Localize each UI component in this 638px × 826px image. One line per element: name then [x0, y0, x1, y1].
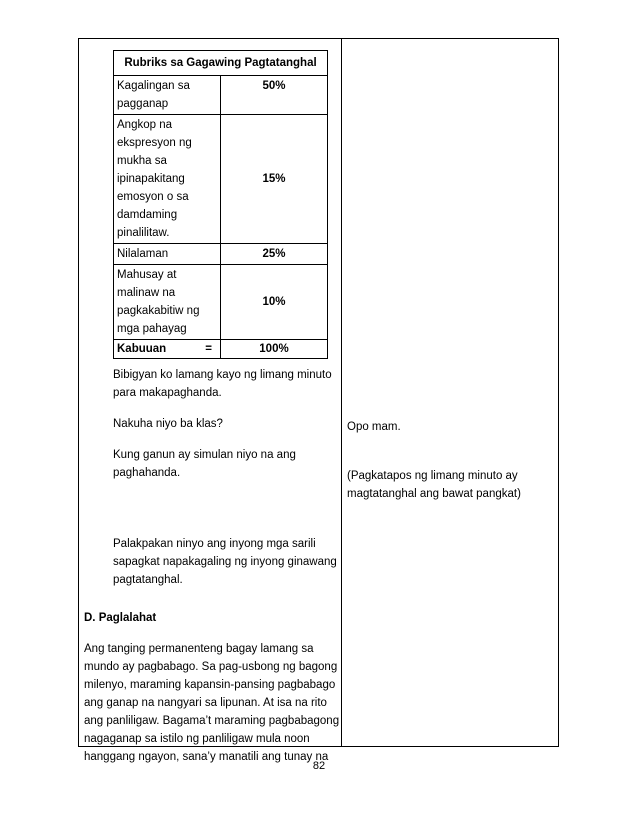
instruction-text: Bibigyan ko lamang kayo ng limang minuto para makapaghanda.: [113, 369, 332, 399]
rubric-total-label: Kabuuan: [117, 343, 167, 355]
rubric-title: Rubriks sa Gagawing Pagtatanghal: [114, 51, 328, 76]
rubric-total-row: [114, 340, 328, 359]
section-heading: D. Paglalahat: [84, 612, 157, 624]
applause-text: Palakpakan ninyo ang inyong mga sarili sapagkat napakagaling ng inyong ginawang pagtatanghal.: [113, 538, 337, 586]
rubric-percent: 50%: [221, 76, 328, 115]
rubric-total-percent: 100%: [221, 340, 328, 359]
rubric-percent: 15%: [221, 115, 328, 244]
rubric-row: [114, 76, 328, 115]
student-answer: Opo mam.: [347, 421, 401, 433]
rubric-row: [114, 244, 328, 265]
rubric-row: [114, 265, 328, 340]
column-divider: [341, 38, 342, 747]
rubric-percent: 25%: [221, 244, 328, 265]
rubric-percent: 10%: [221, 265, 328, 340]
summary-paragraph: Ang tanging permanenteng bagay lamang sa mundo ay pagbabago. Sa pag-usbong ng bagong milenyo, maraming kapansin-pansing pagbabago ang ganap na nangyari sa lipunan. At isa na rito ang panliligaw. Bagama’t maraming pagbabagong nagaganap sa istilo ng panliligaw mula noon hanggang ngayon, sana’y manatili ang tunay na: [84, 643, 340, 763]
page-number: 82: [312, 760, 326, 772]
rubric-header-row: [114, 51, 328, 76]
rubric-criterion: Nilalaman: [114, 244, 221, 265]
rubric-total-label-cell: [114, 340, 221, 359]
rubric-criterion: Mahusay at malinaw na pagkakabitiw ng mga pahayag: [114, 265, 221, 340]
question-text: Nakuha niyo ba klas?: [113, 418, 223, 430]
activity-note: (Pagkatapos ng limang minuto ay magtatanghal ang bawat pangkat): [347, 470, 521, 500]
rubric-row: [114, 115, 328, 244]
rubric-total-equals: =: [205, 343, 212, 355]
rubric-table: [113, 50, 328, 359]
start-text: Kung ganun ay simulan niyo na ang paghahanda.: [113, 449, 296, 479]
rubric-criterion: Angkop na ekspresyon ng mukha sa ipinapakitang emosyon o sa damdaming pinalilitaw.: [114, 115, 221, 244]
rubric-criterion: Kagalingan sa pagganap: [114, 76, 221, 115]
